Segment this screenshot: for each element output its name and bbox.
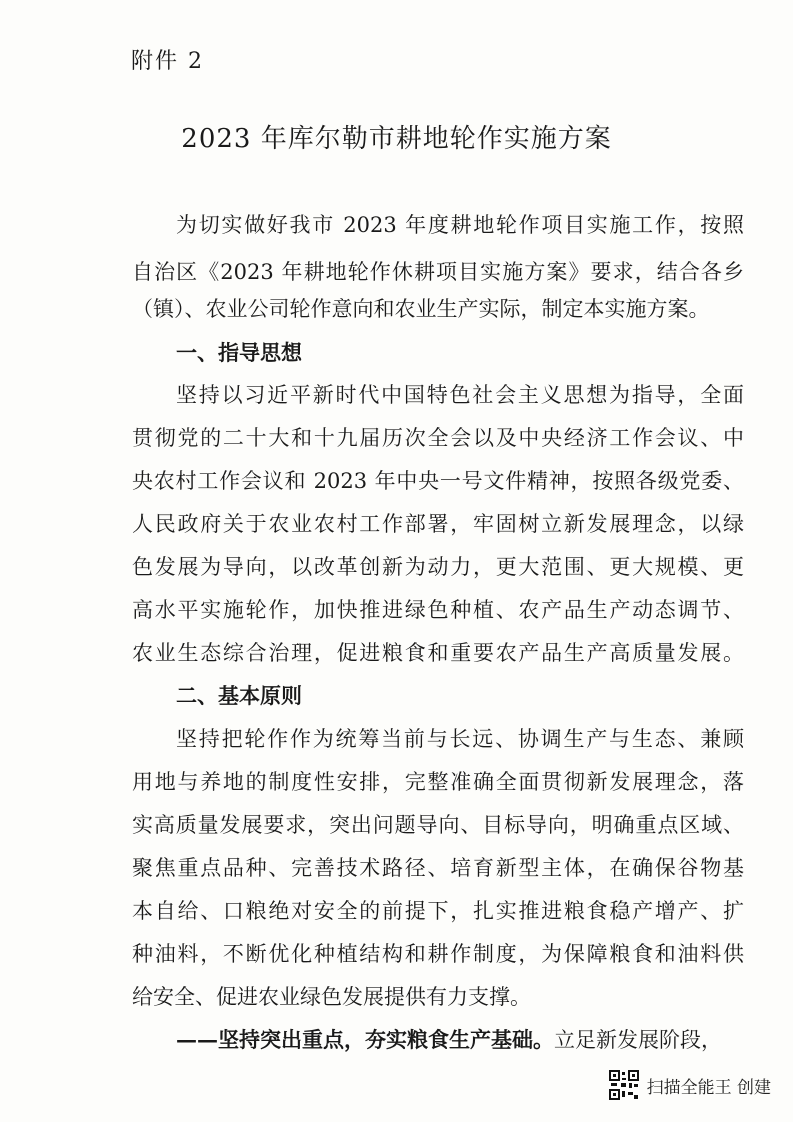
- paragraph-line: 色发展为导向，以改革创新为动力，更大范围、更大规模、更: [132, 555, 744, 579]
- emphasis-bold: ——坚持突出重点，夯实粮食生产基础。: [176, 1027, 554, 1052]
- paragraph-line: 给安全、促进农业绿色发展提供有力支撑。: [132, 985, 531, 1009]
- paragraph-line: 聚焦重点品种、完善技术路径、培育新型主体，在确保谷物基: [132, 856, 744, 880]
- paragraph-line: 种油料，不断优化种植结构和耕作制度，为保障粮食和油料供: [132, 942, 744, 966]
- paragraph-line: 本自给、口粮绝对安全的前提下，扎实推进粮食稳产增产、扩: [132, 899, 744, 923]
- paragraph-line: 实高质量发展要求，突出问题导向、目标导向，明确重点区域、: [132, 813, 744, 837]
- emphasis-line: [176, 1025, 744, 1055]
- scanner-watermark: [609, 1070, 771, 1100]
- intro-line: 为切实做好我市 2023 年度耕地轮作项目实施工作，按照: [176, 213, 744, 237]
- qr-code-icon: [609, 1070, 639, 1100]
- emphasis-rest: 立足新发展阶段，: [554, 1028, 722, 1052]
- section-heading: 二、基本原则: [176, 684, 302, 708]
- paragraph-line: 坚持把轮作作为统筹当前与长远、协调生产与生态、兼顾: [176, 727, 744, 751]
- intro-line: （镇）、农业公司轮作意向和农业生产实际，制定本实施方案。: [132, 297, 710, 321]
- paragraph-line: 央农村工作会议和 2023 年中央一号文件精神，按照各级党委、: [132, 469, 744, 493]
- paragraph-line: 人民政府关于农业农村工作部署，牢固树立新发展理念，以绿: [132, 512, 744, 536]
- section-heading: 一、指导思想: [176, 341, 302, 365]
- intro-line: 自治区《2023 年耕地轮作休耕项目实施方案》要求，结合各乡: [132, 260, 744, 284]
- paragraph-line: 贯彻党的二十大和十九届历次全会以及中央经济工作会议、中: [132, 426, 744, 450]
- attachment-label: 附件 2: [131, 49, 204, 74]
- paragraph-line: 用地与养地的制度性安排，完整准确全面贯彻新发展理念，落: [132, 770, 744, 794]
- paragraph-line: 坚持以习近平新时代中国特色社会主义思想为指导，全面: [176, 383, 744, 407]
- document-title: 2023 年库尔勒市耕地轮作实施方案: [181, 124, 612, 154]
- paragraph-line: 高水平实施轮作，加快推进绿色种植、农产品生产动态调节、: [132, 598, 744, 622]
- scanner-label: 扫描全能王 创建: [646, 1077, 771, 1098]
- paragraph-line: 农业生态综合治理，促进粮食和重要农产品生产高质量发展。: [132, 641, 744, 665]
